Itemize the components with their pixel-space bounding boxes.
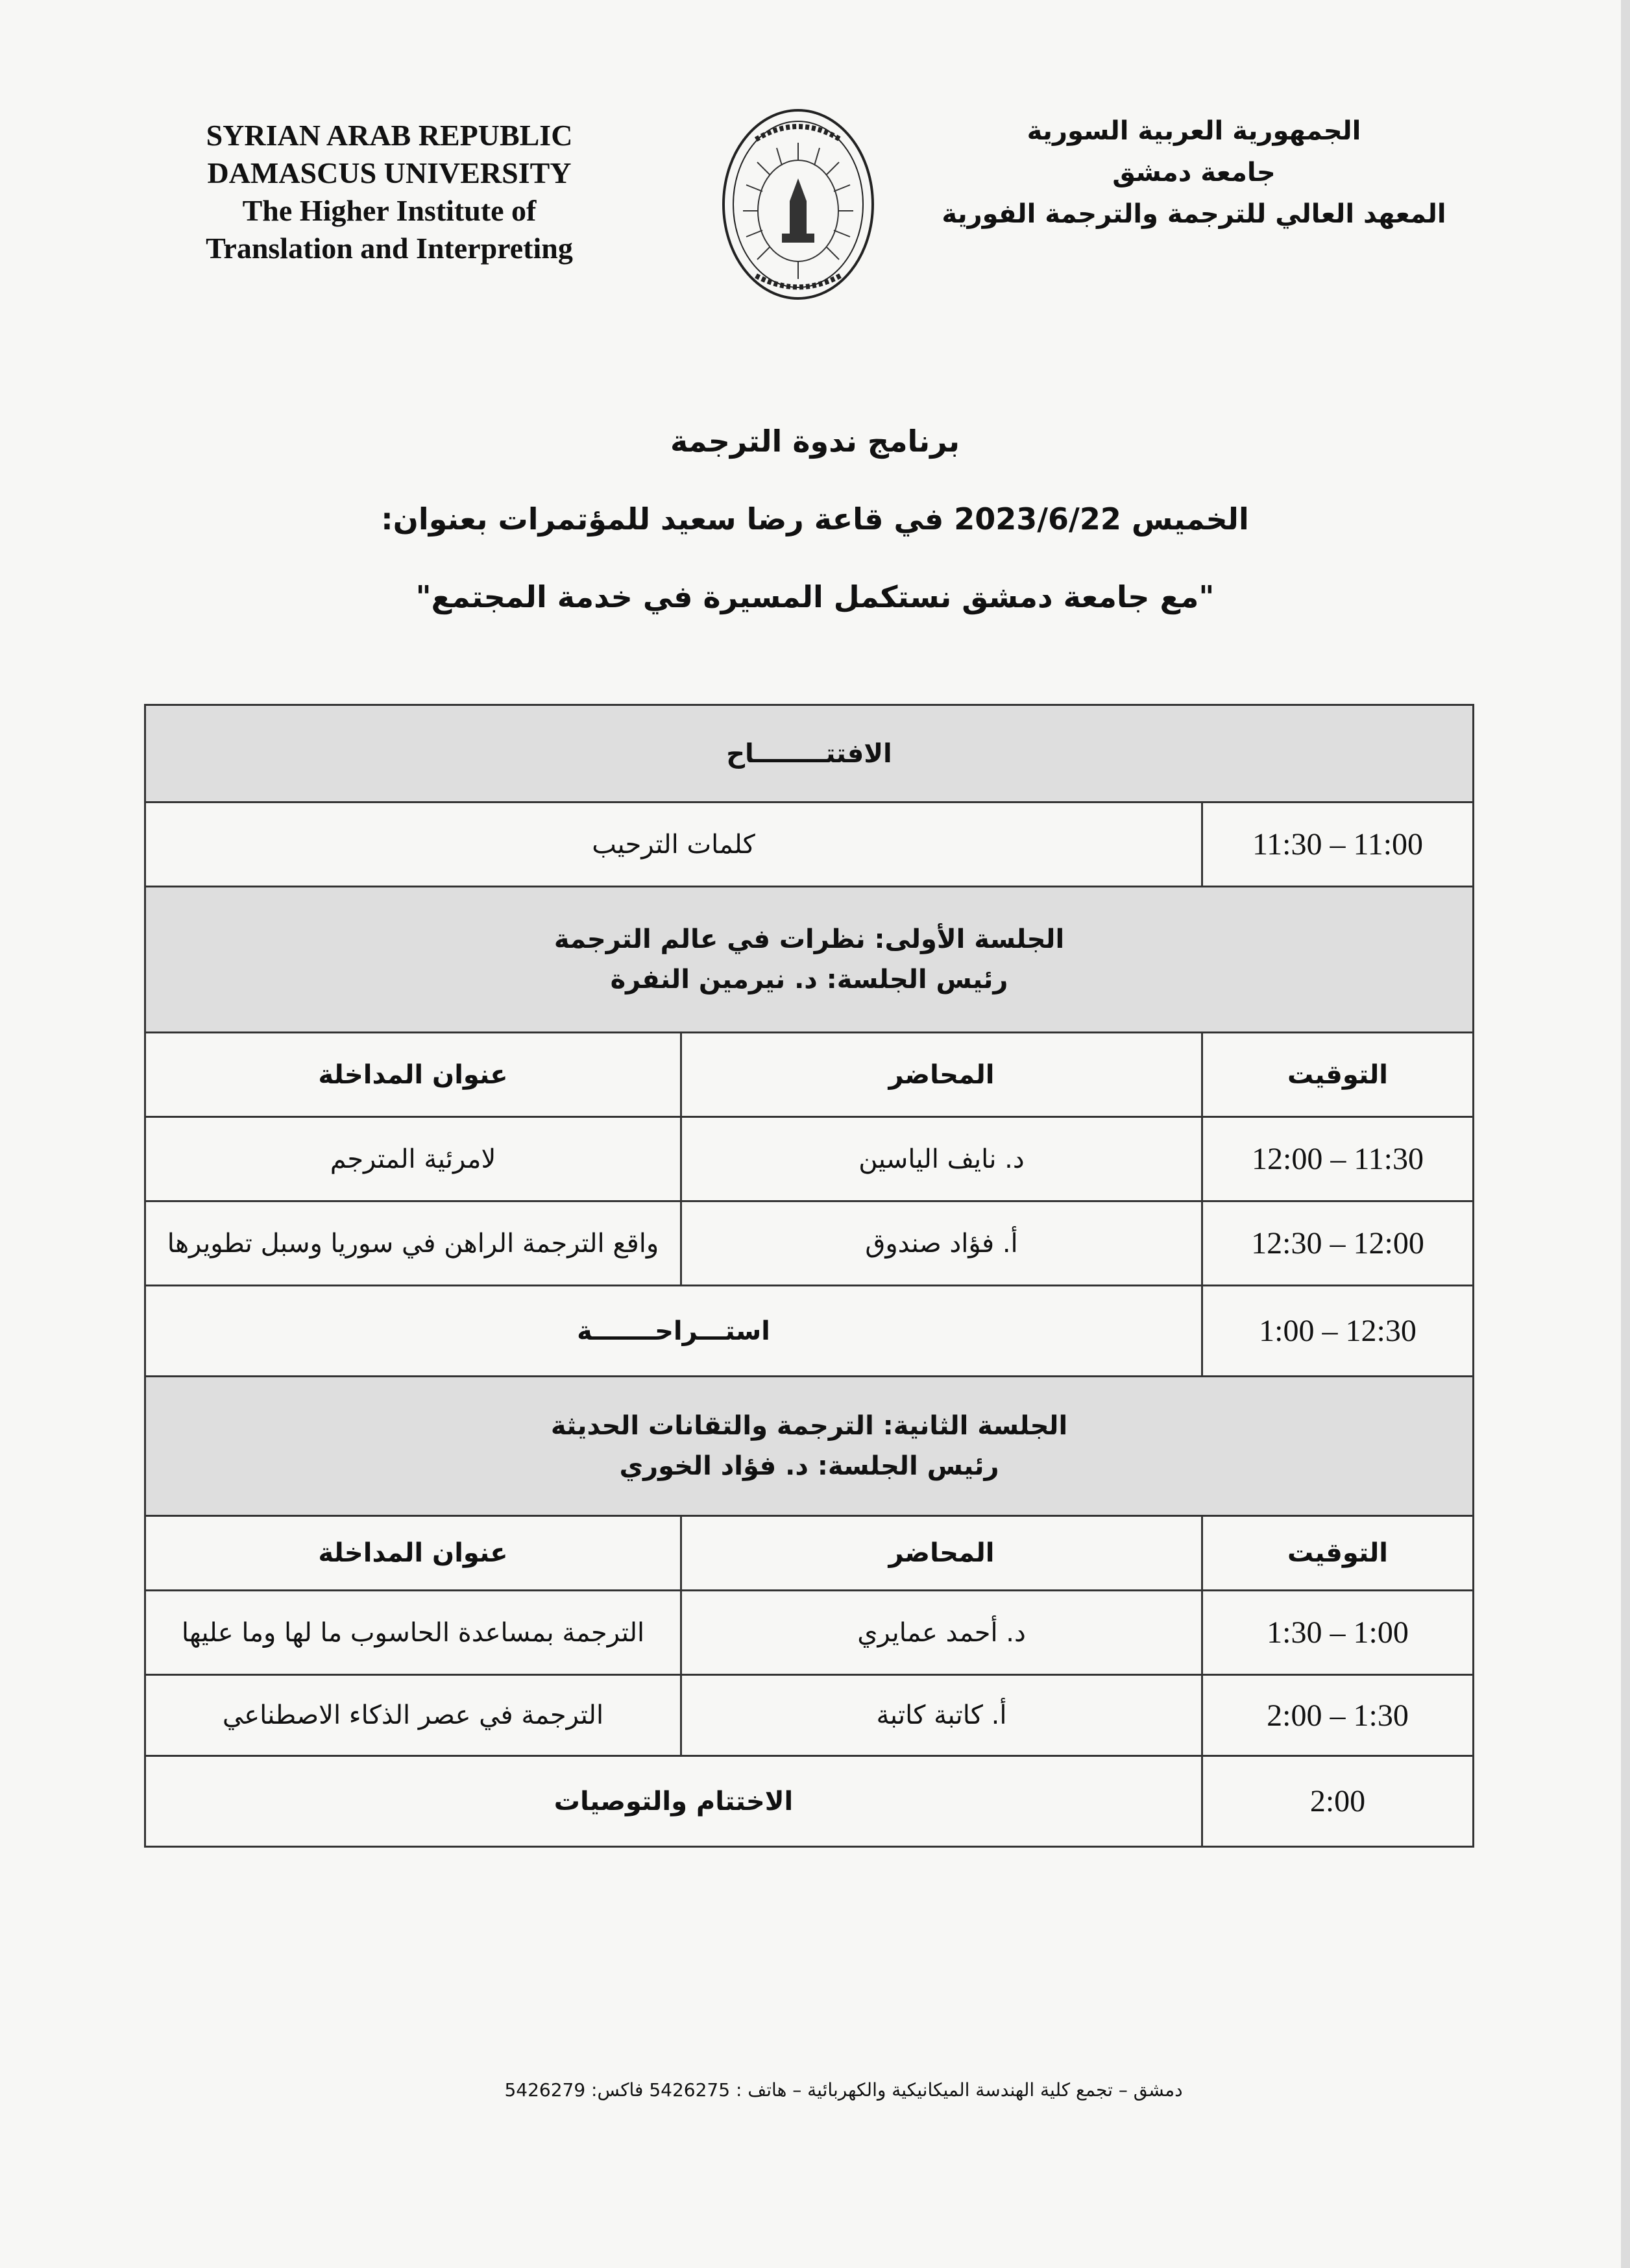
closing-text: الاختتام والتوصيات — [145, 1756, 1202, 1847]
session1-heading — [145, 887, 1474, 1033]
header-ar-line-1: الجمهورية العربية السورية — [1027, 116, 1361, 146]
session2-header-row — [145, 1516, 1474, 1591]
session2-heading — [145, 1377, 1474, 1516]
session1-header-row — [145, 1033, 1474, 1117]
table-row — [145, 1591, 1474, 1675]
table-row — [145, 1675, 1474, 1756]
session2-row1-topic: الترجمة بمساعدة الحاسوب ما لها وما عليها — [145, 1591, 681, 1675]
session2-header-topic: عنوان المداخلة — [145, 1516, 681, 1591]
header-en-line-1: SYRIAN ARAB REPUBLIC — [206, 119, 573, 152]
session1-heading-row — [145, 887, 1474, 1033]
title-line-2: الخميس 2023/6/22 في قاعة رضا سعيد للمؤتمرات بعنوان: — [381, 501, 1249, 537]
opening-time: 11:00 – 11:30 — [1202, 802, 1474, 887]
session2-row2-time: 1:30 – 2:00 — [1202, 1675, 1474, 1756]
session1-row1-topic: لامرئية المترجم — [145, 1117, 681, 1201]
session2-row1-speaker: د. أحمد عمايري — [681, 1591, 1202, 1675]
session1-header-time: التوقيت — [1202, 1033, 1474, 1117]
session2-title: الجلسة الثانية: الترجمة والتقانات الحديثة — [550, 1411, 1068, 1441]
table-row — [145, 1117, 1474, 1201]
header-english — [169, 117, 610, 267]
break-text: استـــراحـــــــة — [145, 1286, 1202, 1377]
session2-header-time: التوقيت — [1202, 1516, 1474, 1591]
opening-heading: الافتتــــــــاح — [145, 705, 1474, 802]
title-line-1: برنامج ندوة الترجمة — [670, 424, 960, 459]
title-line-3: "مع جامعة دمشق نستكمل المسيرة في خدمة المجتمع" — [415, 579, 1215, 614]
session1-header-speaker: المحاضر — [681, 1033, 1202, 1117]
session1-row2-time: 12:00 – 12:30 — [1202, 1201, 1474, 1286]
program-title — [195, 402, 1435, 636]
closing-row — [145, 1756, 1474, 1847]
header-en-line-3: The Higher Institute of — [242, 194, 537, 227]
session1-chair: رئيس الجلسة: د. نيرمين النفرة — [610, 965, 1008, 995]
session2-heading-row — [145, 1377, 1474, 1516]
session1-row1-speaker: د. نايف الياسين — [681, 1117, 1202, 1201]
header-ar-line-3: المعهد العالي للترجمة والترجمة الفورية — [942, 199, 1446, 229]
session2-chair: رئيس الجلسة: د. فؤاد الخوري — [619, 1451, 999, 1481]
session2-header-speaker: المحاضر — [681, 1516, 1202, 1591]
opening-heading-row — [145, 705, 1474, 802]
program-table — [144, 704, 1474, 1848]
break-time: 12:30 – 1:00 — [1202, 1286, 1474, 1377]
university-seal-logo — [717, 104, 879, 305]
session2-row2-topic: الترجمة في عصر الذكاء الاصطناعي — [145, 1675, 681, 1756]
page-edge — [1621, 0, 1630, 2268]
header-ar-line-2: جامعة دمشق — [1112, 158, 1276, 187]
session1-row1-time: 11:30 – 12:00 — [1202, 1117, 1474, 1201]
closing-time: 2:00 — [1202, 1756, 1474, 1847]
header-en-line-2: DAMASCUS UNIVERSITY — [207, 156, 572, 189]
header-arabic — [908, 110, 1479, 235]
session1-row2-topic: واقع الترجمة الراهن في سوريا وسبل تطويرها — [145, 1201, 681, 1286]
break-row — [145, 1286, 1474, 1377]
table-row — [145, 1201, 1474, 1286]
opening-row — [145, 802, 1474, 887]
session2-row1-time: 1:00 – 1:30 — [1202, 1591, 1474, 1675]
header-en-line-4: Translation and Interpreting — [206, 232, 573, 265]
opening-text: كلمات الترحيب — [145, 802, 1202, 887]
footer-address: دمشق – تجمع كلية الهندسة الميكانيكية والكهربائية – هاتف : 5426275 فاكس: 5426279 — [504, 2079, 1183, 2101]
session1-title: الجلسة الأولى: نظرات في عالم الترجمة — [553, 924, 1065, 954]
session1-header-topic: عنوان المداخلة — [145, 1033, 681, 1117]
session2-row2-speaker: أ. كاتبة كاتبة — [681, 1675, 1202, 1756]
session1-row2-speaker: أ. فؤاد صندوق — [681, 1201, 1202, 1286]
